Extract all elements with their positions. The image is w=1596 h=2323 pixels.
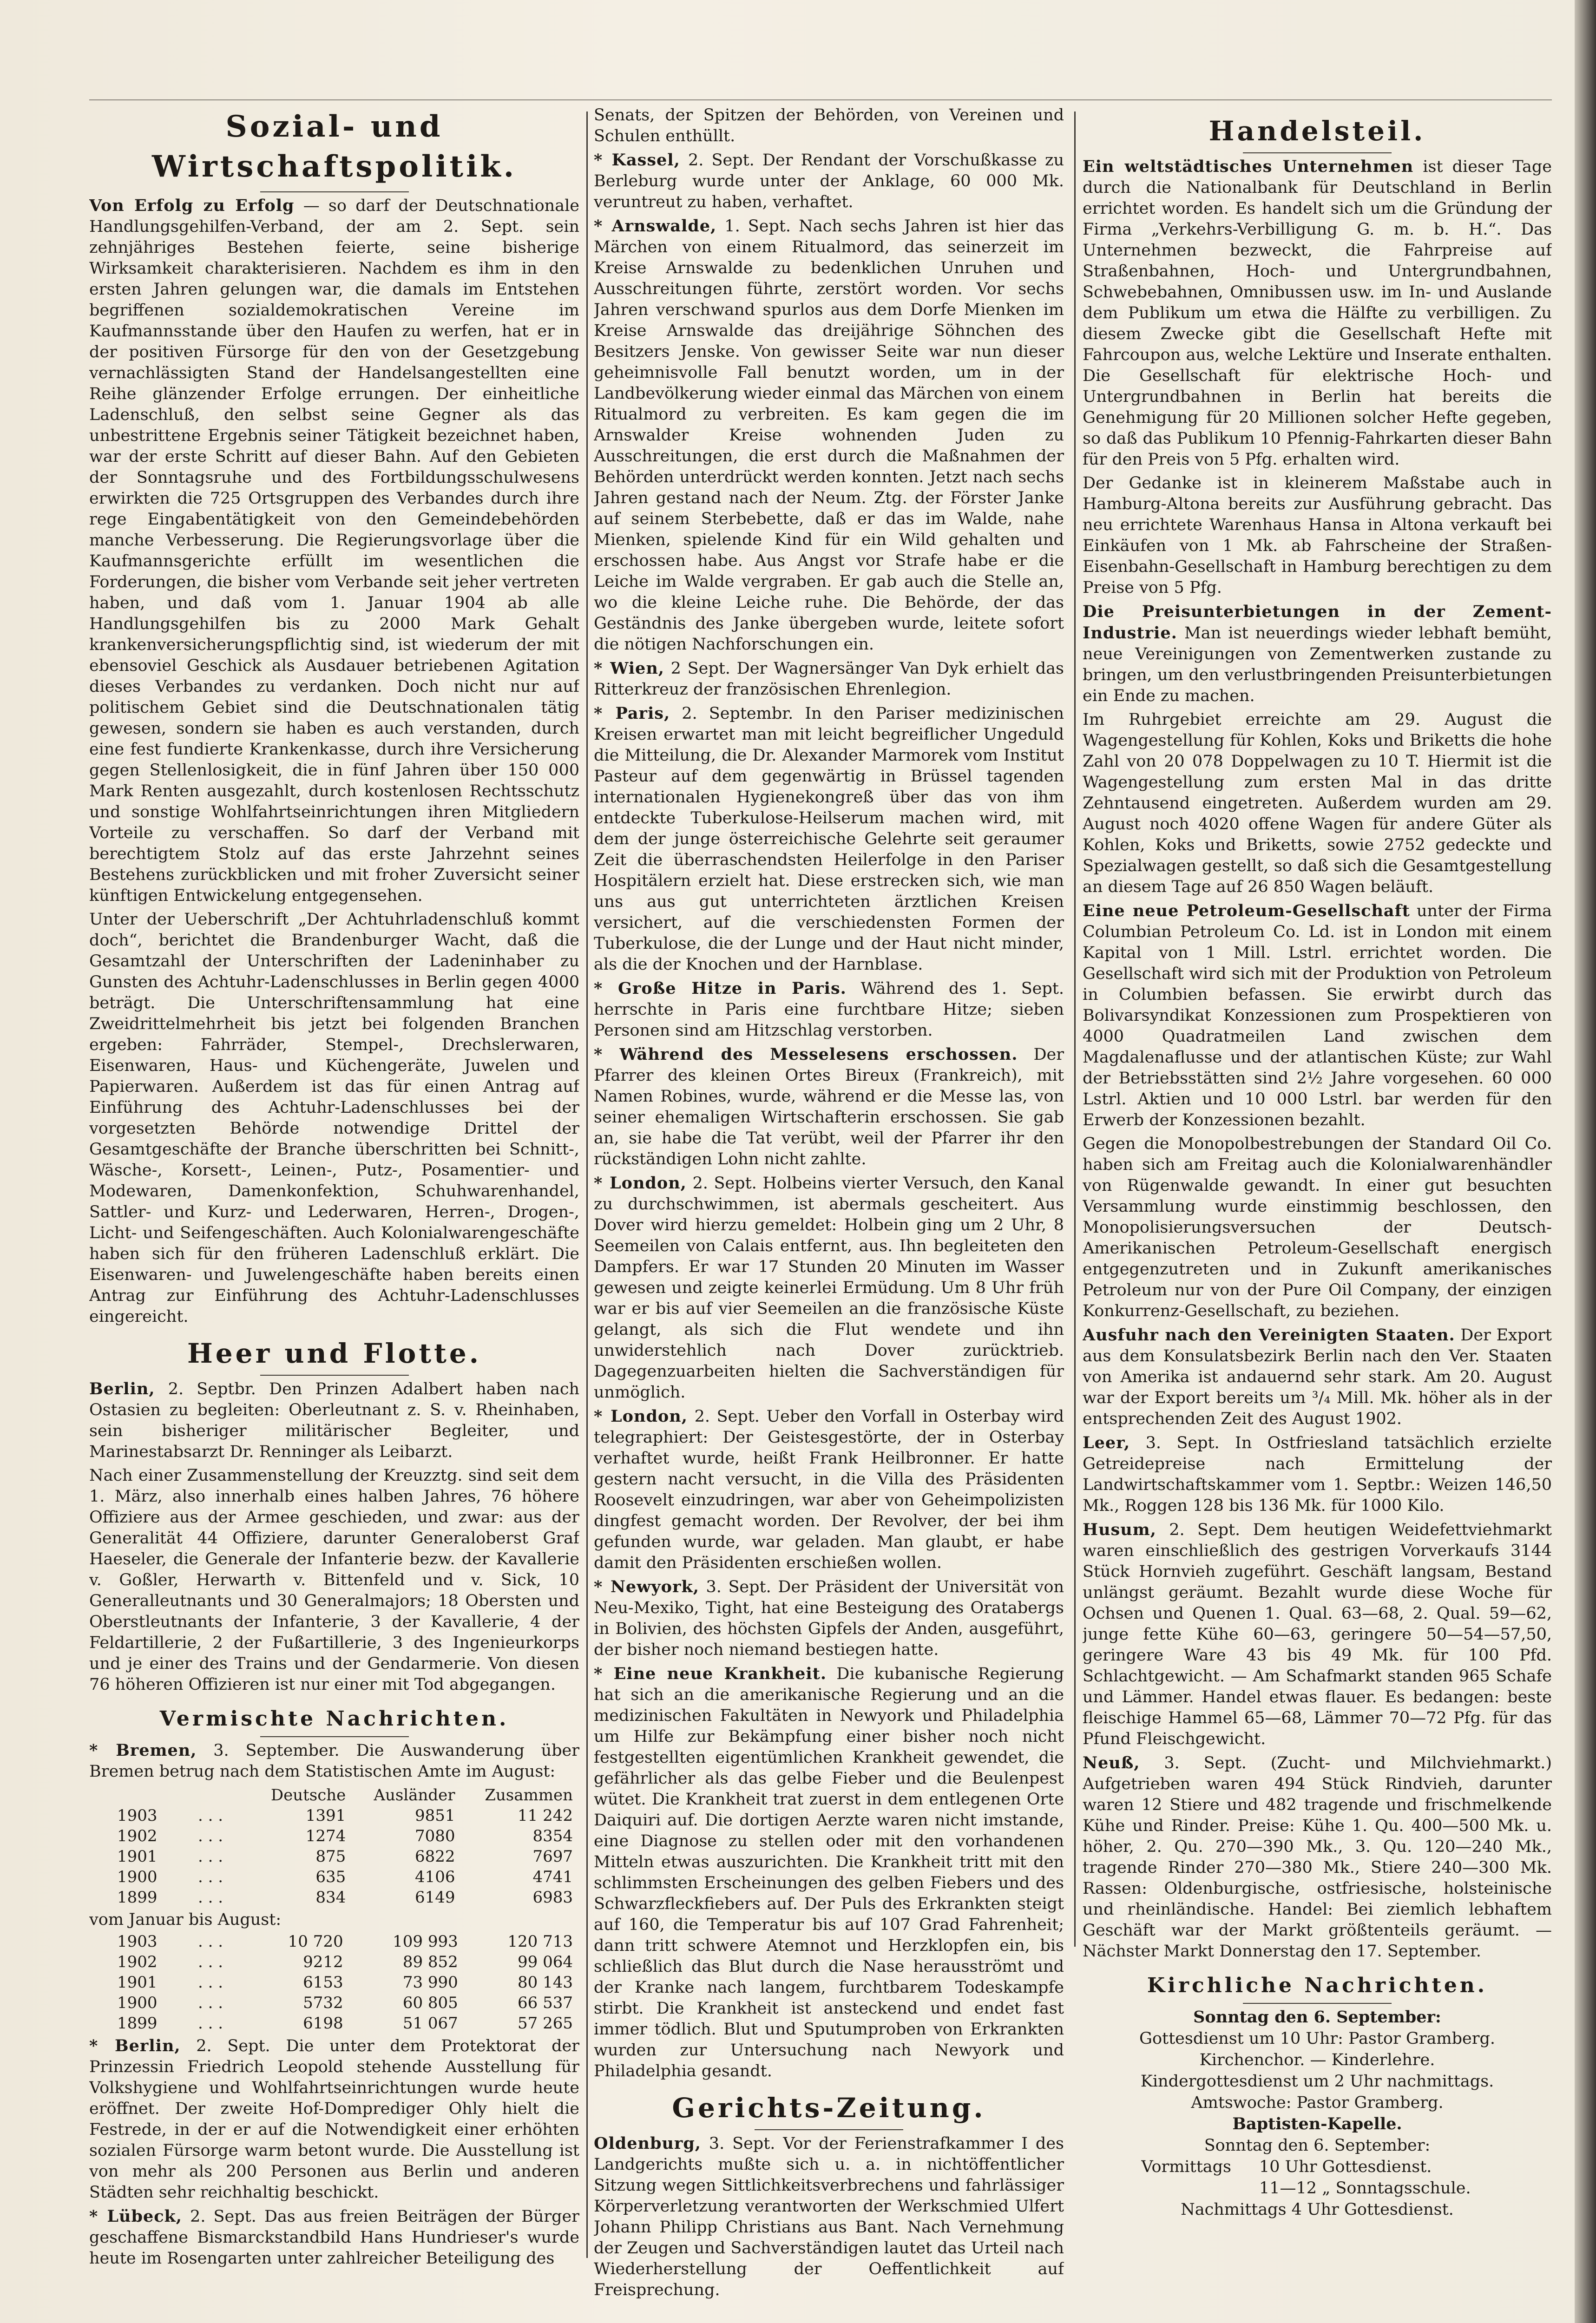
table-cell: . . . [198,1932,223,1951]
article-paragraph [594,978,1064,1041]
table-cell: 1391 [305,1806,346,1825]
table-row [89,1826,579,1846]
table-cell: 1901 [117,1847,158,1866]
heading-rule [1243,2003,1392,2004]
article-text: 2. Sept. Dem heutigen Weidefettviehmarkt waren einschließlich des gestrigen Vorverkaufs 3144 Stück Hornvieh zugeführt. Geschäft langsam, Bestand unlängst geräumt. Bezahlt wurde diese Woche für Ochsen und Quenen 1. Qual. 63—68, 2. Qual. 59—62, junge fette Kühe 60—63, geringere 50—54—57,50, geringere Ware 43 bis 49 Mk. für 100 Pfd. Schlachtgewicht. — Am Schafmarkt standen 965 Schafe und Lämmer. Handel etwas flauer. Es bedangen: beste fleischige Hammel 65—68, Lämmer 70—72 Pfg. für das Pfund Fleischgewicht. [1083,1521,1552,1748]
table-cell: 66 537 [518,1994,573,2012]
table-cell: 9851 [414,1806,455,1825]
article-text: 2. Septbr. Den Prinzen Adalbert haben nach Ostasien zu begleiten: Oberleutnant z. S. v. Rheinhaben, sein bisheriger militärischer Begleiter, und Marinestabsarzt Dr. Renninger als Leibarzt. [89,1380,579,1461]
article-paragraph [1083,900,1552,1131]
table-row [89,1867,579,1887]
table-row [89,1846,579,1867]
table-cell: 1901 [117,1973,158,1992]
article-lead: Von Erfolg zu Erfolg [89,196,295,215]
church-schedule-time [1083,2178,1259,2199]
table-cell: 7080 [414,1827,455,1845]
article-lead: * Arnswalde, [594,217,717,236]
article-lead: Oldenburg, [594,2134,701,2153]
church-schedule-event: 11—12 „ Sonntagsschule. [1259,2179,1471,2198]
article-text: Gegen die Monopolbestrebungen der Standard Oil Co. haben sich am Freitag auch die Kolonialwarenhändler von Rügenwalde gewandt. In einer gut besuchten Versammlung wurde einstimmig beschlossen, den Monopolisierungsversuchen der Deutsch-Amerikanischen Petroleum-Gesellschaft energisch entgegenzutreten und in Zukunft amerikanisches Petroleum nur von der Pure Oil Company, der einzigen Konkurrenz-Gesellschaft, zu beziehen. [1083,1135,1552,1320]
article-text: Der Export aus dem Konsulatsbezirk Berlin nach den Ver. Staaten von Amerika ist andauernd sehr stark. Am 20. August war der Export bereits um ³/₄ Mill. Mk. höher als in der entsprechenden Zeit des August 1902. [1083,1326,1552,1428]
article-lead: * Paris, [594,704,670,723]
table-cell: 1900 [117,1994,158,2012]
table-cell: 4106 [414,1868,455,1886]
article-paragraph [1083,1432,1552,1516]
section-heading: Handelsteil. [1208,115,1426,147]
table-header-cell: Ausländer [374,1786,455,1805]
heading-rule [755,2129,903,2130]
article-text: ist dieser Tage durch die Nationalbank für Deutschland in Berlin errichtet worden. Es handelt sich um die Gründung der Firma „Verkehrs-Verbilligung G. m. b. H.“. Das Unternehmen bezweckt, die Fahrpreise auf Straßenbahnen, Hoch- und Untergrundbahnen, Schwebebahnen, Omnibussen usw. im In- und Auslande dem Publikum um etwa die Hälfte zu verbilligen. Zu diesem Zwecke gibt die Gesellschaft Hefte mit Fahrcoupon aus, welche Lektüre und Inserate enthalten. Die Gesellschaft für elektrische Hoch- und Untergrundbahnen in Berlin hat bereits die Genehmigung für 20 Millionen solcher Hefte gegeben, so daß das Publikum 10 Pfennig-Fahrkarten dieser Bahn für den Preis von 5 Pfg. erhalten wird. [1083,157,1552,469]
table-cell: 9212 [303,1953,343,1971]
table-cell: 109 993 [393,1932,458,1951]
table-row [89,2013,579,2034]
table-header-row [89,1785,579,1805]
article-text: Der Pfarrer des kleinen Ortes Bireux (Frankreich), mit Namen Robines, wurde, während er die Messe las, von seiner ehemaligen Wirtschafterin erschossen. Sie gab an, sie habe die Tat verübt, weil der Pfarrer ihr den rückständigen Lohn nicht zahlte. [594,1045,1064,1168]
table-row [89,1931,579,1952]
table-cell: 60 805 [402,1994,458,2012]
article-paragraph [594,703,1064,975]
table-cell: 834 [315,1888,346,1907]
article-lead: Eine neue Petroleum-Gesellschaft [1083,901,1410,920]
table-cell: 875 [315,1847,346,1866]
church-schedule-time: Vormittags [1141,2158,1231,2176]
table-cell: 51 067 [402,2014,458,2033]
article-text: 2. Sept. Die unter dem Protektorat der Prinzessin Friedrich Leopold stehende Ausstellung für Volkshygiene und Wohlfahrtseinrichtungen wurde heute eröffnet. Der zweite Hof-Domprediger Ohly hielt die Festrede, in der er auf die Notwendigkeit einer erhöhten sozialen Fürsorge warm betont wurde. Die Ausstellung ist von mehr als 200 Personen aus Berlin und anderen Städten sehr reichhaltig beschickt. [89,2037,579,2202]
article-lead: Ein weltstädtisches Unternehmen [1083,157,1414,176]
article-text: 2. Septembr. In den Pariser medizinischen Kreisen erwartet man mit leicht begreiflicher Ungeduld die Mitteilung, die Dr. Alexander Marmorek vom Institut Pasteur auf dem gegenwärtig in Brüssel tagenden internationalen Hygienekongreß über das von ihm entdeckte Tuberkulose-Heilserum machen wird, mit dem der junge österreichische Gelehrte seit geraumer Zeit die überraschendsten Heilerfolge in den Pariser Hospitälern erzielt hat. Diese erstrecken sich, wie man uns aus gut unterrichteten ärztlichen Kreisen versichert, auf die verschiedensten Formen der Tuberkulose, die der Lunge und der Haut nicht minder, als die der Knochen und der Harnblase. [594,704,1064,974]
column-right [1083,105,1552,2314]
article-lead: * Wien, [594,659,664,678]
section-heading: Kirchliche Nachrichten. [1147,1974,1488,1997]
article-lead: * Newyork, [594,1577,699,1596]
article-text: Während des 1. Sept. herrschte in Paris eine furchtbare Hitze; sieben Personen sind am Hitzschlag verstorben. [594,979,1064,1040]
article-paragraph [594,1406,1064,1574]
article-paragraph [89,909,579,1327]
table-cell: 1902 [117,1953,158,1971]
article-text: unter der Firma Columbian Petroleum Co. Ld. ist in London mit einem Kapital von 1 Mill. Lstrl. errichtet worden. Die Gesellschaft wird sich mit der Produktion von Petroleum in Columbien befassen. Sie erwirbt durch das Bolivarsyndikat Konzessionen zum Prospektieren von 4000 Quadratmeilen Land zwischen dem Magdalenaflusse und der atlantischen Küste; zur Wahl der Betriebsstätten sind 2½ Jahre vorgesehen. 60 000 Lstrl. Aktien und 10 000 Lstrl. bar werden für den Erwerb der Konzessionen bezahlt. [1083,902,1552,1129]
article-paragraph [89,2035,579,2203]
article-paragraph [594,1663,1064,2082]
church-schedule-row [1083,2156,1552,2178]
article-paragraph [1083,1519,1552,1750]
article-paragraph [1083,709,1552,898]
article-text: 2 Sept. Der Wagnersänger Van Dyk erhielt das Ritterkreuz der französischen Ehrenlegion. [594,659,1064,699]
article-paragraph [1083,1134,1552,1322]
table-cell: . . . [198,1973,223,1992]
article-paragraph [594,105,1064,147]
table-cell: 7697 [532,1847,573,1866]
church-notice-line: Gottesdienst um 10 Uhr: Pastor Gramberg. [1139,2029,1495,2048]
article-text: 2. Sept. Der Rendant der Vorschußkasse zu Berleburg wurde unter der Anklage, 60 000 Mk. veruntreut zu haben, verhaftet. [594,151,1064,211]
table-row [89,1805,579,1826]
emigration-table [89,1785,579,1908]
table-cell: . . . [198,2014,223,2033]
emigration-table [89,1931,579,2034]
table-row [89,1952,579,1972]
table-header-cell: Zusammen [485,1786,573,1805]
table-cell: 6153 [303,1973,343,1992]
table-cell: 1903 [117,1806,158,1825]
church-notice-line: Nachmittags 4 Uhr Gottesdienst. [1181,2200,1454,2219]
table-cell: 1902 [117,1827,158,1845]
table-header-cell: Deutsche [270,1786,346,1805]
article-paragraph [1083,156,1552,470]
article-text: 3. Sept. Vor der Ferienstrafkammer I des Landgerichts mußte sich u. a. in nichtöffentlicher Sitzung wegen Sittlichkeitsverbrechens und fahrlässiger Körperverletzung verantworten der Werkschmied Ulfert Johann Philipp Christians aus Bant. Nach Vernehmung der Zeugen und Sachverständigen lautet das Urteil nach Wiederherstellung der Oeffentlichkeit auf Freisprechung. [594,2134,1064,2299]
article-paragraph [89,1465,579,1695]
article-lead: * Lübeck, [89,2207,182,2226]
church-notice-line: Kirchenchor. — Kinderlehre. [1199,2051,1435,2069]
table-cell: . . . [198,1847,223,1866]
article-text: 1. Sept. Nach sechs Jahren ist hier das Märchen von einem Ritualmord, das seinerzeit im Kreise Arnswalde zu bedenklichen Unruhen und Ausschreitungen führte, zerstört worden. Vor sechs Jahren verschwand spurlos aus dem Dorfe Mienken im Kreise Arnswalde das dreijährige Söhnchen des Besitzers Jenske. Von gewisser Seite war nun dieser geheimnisvolle Fall benutzt worden, um in der Landbevölkerung wieder einmal das Märchen von einem Ritualmord zu verbreiten. Es kam gegen die im Arnswalder Kreise wohnenden Juden zu Ausschreitungen, die erst durch die Maßnahmen der Behörden unterdrückt werden konnten. Jetzt nach sechs Jahren gestand nach der Neum. Ztg. der Förster Janke auf seinem Sterbebette, daß er das im Walde, nahe Mienken, spielende Kind für ein Wild gehalten und erschossen habe. Aus Angst vor Strafe habe er die Leiche im Walde vergraben. Er gab auch die Stelle an, wo die kleine Leiche ruhe. Die Behörde, der das Geständnis des Janke übergeben wurde, leitete sofort die nötigen Nachforschungen ein. [594,217,1064,654]
table-cell: 1903 [117,1932,158,1951]
article-text: 3. September. Die Auswanderung über Bremen betrug nach dem Statistischen Amte im August: [89,1741,579,1781]
article-lead: Ausfuhr nach den Vereinigten Staaten. [1083,1326,1455,1345]
article-paragraph [594,2133,1064,2301]
article-lead: * Während des Messelesens erschossen. [594,1045,1018,1064]
table-cell: . . . [198,1827,223,1845]
article-lead: Neuß, [1083,1753,1140,1772]
section-heading: Heer und Flotte. [187,1338,481,1369]
table-cell: . . . [198,1994,223,2012]
article-paragraph [594,1576,1064,1660]
church-notice-line: Kindergottesdienst um 2 Uhr nachmittags. [1140,2072,1494,2091]
article-lead: Husum, [1083,1520,1156,1539]
table-cell: 10 720 [288,1932,343,1951]
table-cell: 120 713 [507,1932,573,1951]
article-text: Man ist neuerdings wieder lebhaft bemüht, neue Vereinigungen von Zementwerken zustande zu bringen, um den verlustbringenden Preisunterbietungen ein Ende zu machen. [1083,624,1552,705]
article-lead: Berlin, [89,1379,155,1398]
table-subheading: vom Januar bis August: [89,1910,282,1929]
section-heading: Sozial- und Wirtschaftspolitik. [151,109,517,184]
article-text: Die kubanische Regierung hat sich an die amerikanische Regierung und an die medizinischen Fakultäten in Newyork und Philadelphia um Hilfe zur Bekämpfung einer bisher noch nicht festgestellten eigentümlichen Krankheit gewendet, die gefährlicher als das gelbe Fieber und die Beulenpest wütet. Die Krankheit trat zuerst in dem entlegenen Orte Daiquiri auf. Die dortigen Aerzte waren nicht imstande, eine Diagnose zu stellen oder mit den vorhandenen Mitteln etwas auszurichten. Die Krankheit tritt mit den schlimmsten Erscheinungen des gelben Fiebers und des Schwarzfleckfiebers auf. Der Puls des Erkrankten steigt auf 160, die Temperatur bis auf 107 Grad Fahrenheit; dann tritt schwere Atemnot und Herzklopfen ein, bis schließlich das Blut durch die Nase herausströmt und der Kranke nach langem, furchtbarem Todeskampfe stirbt. Die Krankheit ist ansteckend und endet fast immer tödlich. Blut und Sputumproben von Erkrankten wurden zur Untersuchung nach Newyork und Philadelphia gesandt. [594,1665,1064,2080]
article-paragraph [89,195,579,906]
top-border [89,99,1552,100]
table-cell: . . . [198,1868,223,1886]
article-paragraph [1083,601,1552,707]
article-text: Senats, der Spitzen der Behörden, von Vereinen und Schulen enthüllt. [594,106,1064,145]
article-lead: * London, [594,1407,688,1426]
section-heading: Gerichts-Zeitung. [672,2092,986,2124]
column-rule [586,112,588,2258]
article-text: — so darf der Deutschnationale Handlungsgehilfen-Verband, der am 2. Sept. sein zehnjähriges Bestehen feierte, seine bisherige Wirksamkeit charakterisieren. Nachdem es ihm in den ersten Jahren gelungen war, die damals im Entstehen begriffenen sozialdemokratischen Vereine im Kaufmannsstande über den Haufen zu werfen, hat er in der positiven Fürsorge für den von der Gesetzgebung vernachlässigten Stand der Handelsangestellten eine Reihe glänzender Erfolge errungen. Der einheitliche Ladenschluß, den selbst seine Gegner als das unbestrittene Ergebnis seiner Tätigkeit bezeichnet haben, war der erste Schritt auf dieser Bahn. Auf den Gebieten der Sonntagsruhe und des Fortbildungsschulwesens erwirkten die 725 Ortsgruppen des Verbandes durch ihre rege Eingabentätigkeit von den Gemeindebehörden manche Verbesserung. Die Regierungsvorlage über die Kaufmannsgerichte erfüllt im wesentlichen die Forderungen, die bisher vom Verbande seit jeher vertreten haben, und daß vom 1. Januar 1904 ab alle Handlungsgehilfen bis zu 2000 Mark Gehalt krankenversicherungspflichtig sind, ist wiederum der mit ebensoviel Geschick als Ausdauer betriebenen Agitation dieses Verbandes zu verdanken. Doch nicht nur auf politischem Gebiet sind die Deutschnationalen tätig gewesen, sondern sie haben es auch verstanden, durch eine fest fundierte Krankenkasse, durch ihre Versicherung gegen Stellenlosigkeit, die in fünf Jahren über 150 000 Mark Renten ausgezahlt, durch kostenlosen Rechtsschutz und sonstige Wohlfahrtseinrichtungen ihren Mitgliedern Vorteile zu verschaffen. So darf der Verband mit berechtigtem Stolz auf das erste Jahrzehnt seines Bestehens zurückblicken und mit froher Zuversicht seiner künftigen Entwickelung entgegensehen. [89,197,579,905]
article-paragraph [594,216,1064,655]
article-lead: * Kassel, [594,151,680,170]
article-paragraph [1083,1325,1552,1430]
article-lead: Die Preisunterbietungen in der Zement-Industrie. [1083,602,1552,643]
heading-rule [260,191,409,192]
table-row [89,1972,579,1993]
article-paragraph [594,1173,1064,1403]
table-cell: 6149 [414,1888,455,1907]
article-lead: Leer, [1083,1433,1130,1452]
table-cell: 6983 [532,1888,573,1907]
table-cell: 99 064 [518,1953,573,1971]
article-text: 3. Sept. (Zucht- und Milchviehmarkt.) Aufgetrieben waren 494 Stück Rindvieh, darunter waren 12 Stiere und 482 tragende und frischmelkende Kühe und Rinder. Preise: Kühe 1. Qu. 400—500 Mk. u. höher, 2. Qu. 270—390 Mk., 3. Qu. 120—240 Mk., tragende Rinder 270—380 Mk., Stiere 240—300 Mk. Rassen: Oldenburgische, ostfriesische, holsteinische und rheinländische. Handel: Bei ziemlich lebhaftem Geschäft war der Markt größtenteils geräumt. — Nächster Markt Donnerstag den 17. September. [1083,1754,1552,1961]
article-paragraph [594,658,1064,700]
article-paragraph [1083,1752,1552,1962]
church-notice-line: Sonntag den 6. September: [1193,2008,1441,2027]
church-notice-line: Sonntag den 6. September: [1204,2136,1431,2155]
article-text: Im Ruhrgebiet erreichte am 29. August die Wagengestellung für Kohlen, Koks und Briketts die hohe Zahl von 20 078 Doppelwagen zu 10 T. Hiermit ist die Wagengestellung zum ersten Mal in das dritte Zehntausend eingetreten. Außerdem wurden am 29. August noch 4020 offene Wagen für andere Güter als Kohlen, Koks und Briketts, sowie 2752 gedeckte und Spezialwagen gestellt, so daß sich die Gesamtgestellung an diesem Tage auf 26 850 Wagen beläuft. [1083,710,1552,896]
column-left [89,105,579,2314]
article-lead: * Große Hitze in Paris. [594,979,847,998]
page-edge-shadow [1575,0,1596,2323]
table-cell: 6198 [303,2014,343,2033]
table-cell: 5732 [303,1994,343,2012]
table-cell: 1899 [117,2014,158,2033]
article-paragraph [89,1740,579,1782]
church-notice-line: Baptisten-Kapelle. [1232,2114,1402,2133]
table-cell: . . . [198,1888,223,1907]
article-lead: * London, [594,1174,687,1193]
heading-rule [260,1375,409,1376]
article-paragraph [594,150,1064,213]
table-cell: . . . [198,1806,223,1825]
table-cell: 1899 [117,1888,158,1907]
article-text: 3. Sept. In Ostfriesland tatsächlich erzielte Getreidepreise nach Ermittelung der Landwirtschaftskammer vom 1. Septbr.: Weizen 146,50 Mk., Roggen 128 bis 136 Mk. für 1000 Kilo. [1083,1434,1552,1515]
column-rule [1074,112,1076,1947]
table-row [89,1887,579,1908]
table-header-blank [89,1785,198,1805]
table-cell: 89 852 [402,1953,458,1971]
table-cell: 8354 [532,1827,573,1845]
church-schedule-event: 10 Uhr Gottesdienst. [1259,2158,1432,2176]
table-cell: 1274 [305,1827,346,1845]
table-cell: 11 242 [518,1806,573,1825]
article-lead: * Berlin, [89,2036,181,2055]
table-cell: 4741 [532,1868,573,1886]
column-middle [594,105,1064,2314]
table-row [89,1993,579,2013]
article-paragraph [89,2206,579,2269]
table-cell: . . . [198,1953,223,1971]
article-paragraph [1083,473,1552,598]
article-text: Der Gedanke ist in kleinerem Maßstabe auch in Hamburg-Altona bereits zur Ausführung gebracht. Das neu errichtete Warenhaus Hansa in Altona verkauft bei Einkäufen von 1 Mk. ab Fahrscheine der Straßen-Eisenbahn-Gesellschaft in Hamburg berechtigen zu dem Preise von 5 Pfg. [1083,474,1552,597]
church-notice-line: Amtswoche: Pastor Gramberg. [1191,2093,1444,2112]
article-text: 2. Sept. Das aus freien Beiträgen der Bürger geschaffene Bismarckstandbild Hans Hundrieser's wurde heute im Rosengarten unter zahlreicher Beteiligung des [89,2207,579,2268]
church-schedule-row [1083,2178,1552,2199]
table-cell: 73 990 [402,1973,458,1992]
article-paragraph [89,1378,579,1463]
article-text: 3. Sept. Der Präsident der Universität von Neu-Mexiko, Tight, hat eine Besteigung des Oratabergs in Bolivien, des höchsten Gipfels der Anden, ausgeführt, der bisher noch niemand bestiegen hatte. [594,1578,1064,1659]
heading-rule [1243,152,1392,153]
article-text: Nach einer Zusammenstellung der Kreuzztg. sind seit dem 1. März, also innerhalb eines halben Jahres, 76 höhere Offiziere aus der Armee geschieden, und zwar: aus der Generalität 44 Offiziere, darunter Generaloberst Graf Haeseler, die Generale der Infanterie bezw. der Kavallerie v. Goßler, Herwarth v. Bittenfeld und v. Sick, 10 Generalleutnants und 30 Generalmajors; 18 Obersten und Oberstleutnants der Infanterie, 3 der Kavallerie, 4 der Feldartillerie, 2 der Fußartillerie, 3 des Ingenieurkorps und je einer des Trains und der Gendarmerie. Von diesen 76 höheren Offizieren ist nur einer mit Tod abgegangen. [89,1466,579,1694]
table-cell: 80 143 [518,1973,573,1992]
article-lead: * Eine neue Krankheit. [594,1664,827,1683]
table-header-blank [198,1785,251,1805]
table-cell: 6822 [414,1847,455,1866]
table-cell: 57 265 [518,2014,573,2033]
heading-rule [260,1736,409,1737]
table-cell: 1900 [117,1868,158,1886]
article-text: Unter der Ueberschrift „Der Achtuhrladenschluß kommt doch“, berichtet die Brandenburger Wacht, daß die Gesamtzahl der Unterschriften der Ladeninhaber zu Gunsten des Achtuhr-Ladenschlusses in Berlin gegen 4000 beträgt. Die Unterschriftensammlung hat eine Zweidrittelmehrheit bis jetzt bei folgenden Branchen ergeben: Fahrräder, Stempel-, Drechslerwaren, Eisenwaren, Haus- und Küchengeräte, Juwelen und Papierwaren. Außerdem ist das für einen Antrag auf Einführung des Achtuhr-Ladenschlusses bei der vorgesetzten Behörde notwendige Drittel der Gesamtgeschäfte der Branche überschritten bei Schnitt-, Wäsche-, Korsett-, Leinen-, Putz-, Posamentier- und Modewaren, Damenkonfektion, Schuhwarenhandel, Sattler- und Kurz- und Lederwaren, Herren-, Drogen-, Licht- und Seifengeschäften. Auch Kolonialwarengeschäfte haben sich für den früheren Ladenschluß erklärt. Die Eisenwaren- und Juwelengeschäfte haben bereits einen Antrag zur Einführung des Achtuhr-Ladenschlusses eingereicht. [89,910,579,1326]
article-lead: * Bremen, [89,1741,197,1760]
table-cell: 635 [315,1868,346,1886]
article-paragraph [594,1044,1064,1170]
article-text: 2. Sept. Ueber den Vorfall in Osterbay wird telegraphiert: Der Geistesgestörte, der in Osterbay verhaftet wurde, heißt Frank Heilbronner. Er hatte gestern nacht versucht, in die Villa des Präsidenten Roosevelt einzudringen, war aber von Geheimpolizisten dingfest gemacht worden. Der Revolver, der bei ihm gefunden wurde, war geladen. Man glaubt, er habe damit den Präsidenten erschießen wollen. [594,1407,1064,1572]
section-heading: Vermischte Nachrichten. [159,1707,509,1731]
article-text: 2. Sept. Holbeins vierter Versuch, den Kanal zu durchschwimmen, ist abermals gescheitert. Aus Dover wird hierzu gemeldet: Holbein ging um 2 Uhr, 8 Seemeilen von Calais entfernt, aus. Ihn begleiteten den Dampfers. Er war 17 Stunden 20 Minuten im Wasser gewesen und zeigte keinerlei Ermüdung. Um 8 Uhr früh war er bis auf vier Seemeilen an die französische Küste gelangt, als sich die Flut wendete und ihn unwiderstehlich nach Dover zurücktrieb. Dagegenzuarbeiten hielten die Sachverständigen für unmöglich. [594,1174,1064,1402]
